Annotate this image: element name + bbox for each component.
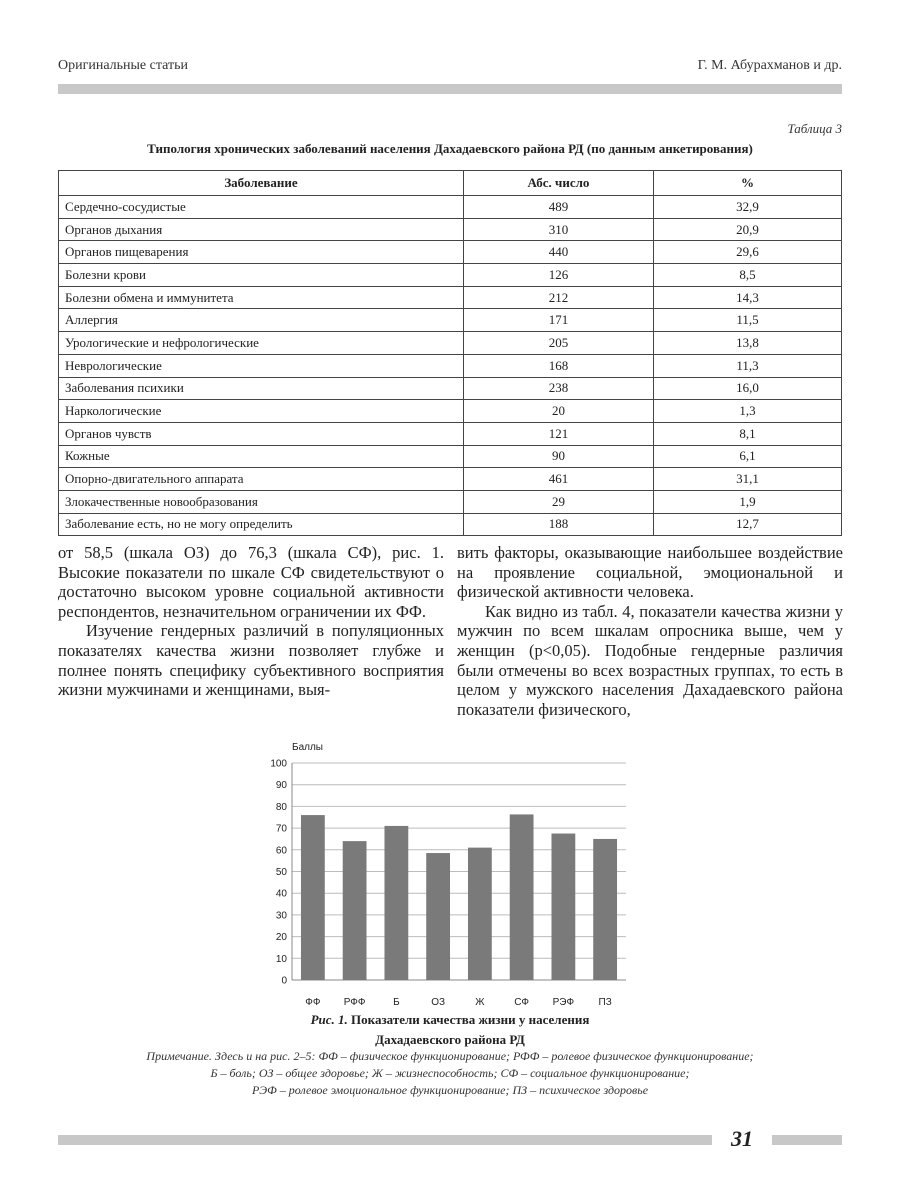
table-cell-count: 310 — [464, 218, 654, 241]
running-header — [58, 58, 842, 78]
table-label: Таблица 3 — [787, 121, 842, 136]
y-axis-title: Баллы — [292, 742, 323, 753]
paragraph: от 58,5 (шкала ОЗ) до 76,3 (шкала СФ), рис. 1. Высокие показатели по шкале СФ свидетельствуют о достаточно высоком уровне социальной активности респондентов, незначительном ограничении их ФФ. — [58, 543, 444, 621]
table-cell-disease: Болезни обмена и иммунитета — [59, 286, 464, 309]
table-cell-disease: Аллергия — [59, 309, 464, 332]
table-cell-disease: Опорно-двигательного аппарата — [59, 468, 464, 491]
x-tick-label: СФ — [514, 997, 530, 1008]
chart-svg — [262, 736, 638, 1012]
bar-ПЗ — [593, 839, 617, 980]
y-tick-label: 0 — [281, 975, 287, 987]
column-header-count: Абс. число — [464, 171, 654, 196]
y-tick-label: 70 — [275, 823, 287, 835]
table-cell-count: 489 — [464, 196, 654, 219]
table-cell-count: 171 — [464, 309, 654, 332]
table-row — [59, 354, 842, 377]
table-cell-disease: Органов дыхания — [59, 218, 464, 241]
header-rule — [58, 84, 842, 94]
table-cell-count: 188 — [464, 513, 654, 536]
table-cell-count: 121 — [464, 422, 654, 445]
x-tick-label: Ж — [475, 997, 485, 1008]
table-cell-percent: 12,7 — [654, 513, 842, 536]
paragraph: Изучение гендерных различий в популяционных показателях качества жизни позволяет глубже и полнее понять специфику субъективного восприятия жизни мужчинами и женщинами, выя- — [58, 621, 444, 700]
table-cell-disease: Органов пищеварения — [59, 241, 464, 264]
y-tick-label: 60 — [275, 845, 287, 857]
y-tick-label: 40 — [275, 888, 287, 900]
table-row — [59, 218, 842, 241]
y-tick-label: 100 — [270, 758, 287, 770]
table-row — [59, 445, 842, 468]
table-row — [59, 513, 842, 536]
note-line-3: РЭФ – ролевое эмоциональное функционирование; ПЗ – психическое здоровье — [251, 1083, 649, 1097]
y-tick-label: 50 — [275, 867, 287, 878]
bar-ФФ — [301, 815, 325, 980]
x-tick-label: РЭФ — [552, 997, 575, 1008]
bar-ОЗ — [426, 853, 450, 980]
table-cell-disease: Урологические и нефрологические — [59, 332, 464, 355]
table-cell-percent: 8,5 — [654, 264, 842, 287]
x-tick-label: ОЗ — [431, 997, 446, 1008]
table-cell-percent: 29,6 — [654, 241, 842, 264]
table-row — [59, 422, 842, 445]
table-cell-count: 238 — [464, 377, 654, 400]
table-title: Типология хронических заболеваний населения Дахадаевского района РД (по данным анкетирования) — [147, 141, 753, 156]
bar-Ж — [468, 848, 492, 980]
table-cell-disease: Злокачественные новообразования — [59, 490, 464, 513]
caption-line-2: Дахадаевского района РД — [375, 1032, 525, 1047]
table-cell-disease: Неврологические — [59, 354, 464, 377]
table-cell-count: 212 — [464, 286, 654, 309]
table-row — [59, 400, 842, 423]
table-cell-disease: Органов чувств — [59, 422, 464, 445]
bar-СФ — [510, 814, 534, 980]
table-body — [59, 196, 842, 536]
table-cell-count: 461 — [464, 468, 654, 491]
bar-РЭФ — [551, 834, 575, 980]
text-column-right — [457, 543, 843, 719]
disease-table — [58, 170, 842, 536]
table-row — [59, 264, 842, 287]
paragraph: вить факторы, оказывающие наибольшее воздействие на проявление социальной, эмоциональной и физической активности человека. — [457, 543, 843, 602]
table-cell-percent: 8,1 — [654, 422, 842, 445]
table-row — [59, 468, 842, 491]
table-cell-percent: 1,3 — [654, 400, 842, 423]
y-tick-label: 90 — [275, 780, 287, 792]
y-tick-label: 20 — [275, 932, 287, 944]
table-cell-disease: Сердечно-сосудистые — [59, 196, 464, 219]
caption-line-1: Показатели качества жизни у населения — [351, 1012, 590, 1027]
table-cell-percent: 32,9 — [654, 196, 842, 219]
table-row — [59, 196, 842, 219]
table-cell-count: 126 — [464, 264, 654, 287]
note-line-1: Примечание. Здесь и на рис. 2–5: ФФ – физическое функционирование; РФФ – ролевое физическое функционирование; — [146, 1049, 754, 1063]
table-cell-percent: 20,9 — [654, 218, 842, 241]
table-cell-count: 20 — [464, 400, 654, 423]
quality-of-life-chart — [262, 736, 638, 1012]
table-cell-disease: Заболевания психики — [59, 377, 464, 400]
table-cell-percent: 1,9 — [654, 490, 842, 513]
table-row — [59, 309, 842, 332]
note-line-2: Б – боль; ОЗ – общее здоровье; Ж – жизнеспособность; СФ – социальное функционирование; — [210, 1066, 690, 1080]
table-cell-disease: Болезни крови — [59, 264, 464, 287]
table-cell-disease: Кожные — [59, 445, 464, 468]
y-tick-label: 80 — [275, 801, 287, 813]
figure-note — [58, 1048, 842, 1099]
table-cell-percent: 11,5 — [654, 309, 842, 332]
x-tick-label: ПЗ — [598, 997, 612, 1008]
table-row — [59, 286, 842, 309]
table-cell-percent: 16,0 — [654, 377, 842, 400]
table-cell-percent: 11,3 — [654, 354, 842, 377]
table-row — [59, 490, 842, 513]
table-cell-percent: 14,3 — [654, 286, 842, 309]
bar-РФФ — [343, 841, 367, 980]
footer-rule — [58, 1135, 712, 1145]
table-cell-count: 168 — [464, 354, 654, 377]
figure-caption — [58, 1010, 842, 1050]
table-cell-count: 205 — [464, 332, 654, 355]
table-cell-disease: Наркологические — [59, 400, 464, 423]
table-cell-count: 440 — [464, 241, 654, 264]
table-cell-count: 90 — [464, 445, 654, 468]
column-header-percent: % — [654, 171, 842, 196]
table-cell-percent: 6,1 — [654, 445, 842, 468]
paragraph: Как видно из табл. 4, показатели качества жизни у мужчин по всем шкалам опросника выше, чем у женщин (p<0,05). Подобные гендерные различия были отмечены во всех возрастных группах, то есть в целом у мужского населения Дахадаевского района показатели физического, — [457, 601, 843, 719]
x-tick-label: Б — [393, 997, 400, 1008]
page-number: 31 — [731, 1126, 753, 1151]
table-row — [59, 377, 842, 400]
y-tick-label: 10 — [275, 953, 287, 965]
table-cell-count: 29 — [464, 490, 654, 513]
bar-Б — [384, 826, 408, 980]
table-row — [59, 241, 842, 264]
text-column-left — [58, 543, 444, 700]
article-authors: Г. М. Абурахманов и др. — [697, 58, 842, 73]
table-row — [59, 332, 842, 355]
footer-rule — [772, 1135, 842, 1145]
column-header-disease: Заболевание — [59, 171, 464, 196]
table-cell-percent: 31,1 — [654, 468, 842, 491]
x-tick-label: РФФ — [343, 997, 366, 1008]
x-tick-label: ФФ — [305, 997, 321, 1008]
table-cell-percent: 13,8 — [654, 332, 842, 355]
table-header-row — [59, 171, 842, 196]
caption-label: Рис. 1. — [310, 1012, 348, 1027]
section-title: Оригинальные статьи — [58, 58, 188, 73]
table-cell-disease: Заболевание есть, но не могу определить — [59, 513, 464, 536]
y-tick-label: 30 — [275, 910, 287, 922]
